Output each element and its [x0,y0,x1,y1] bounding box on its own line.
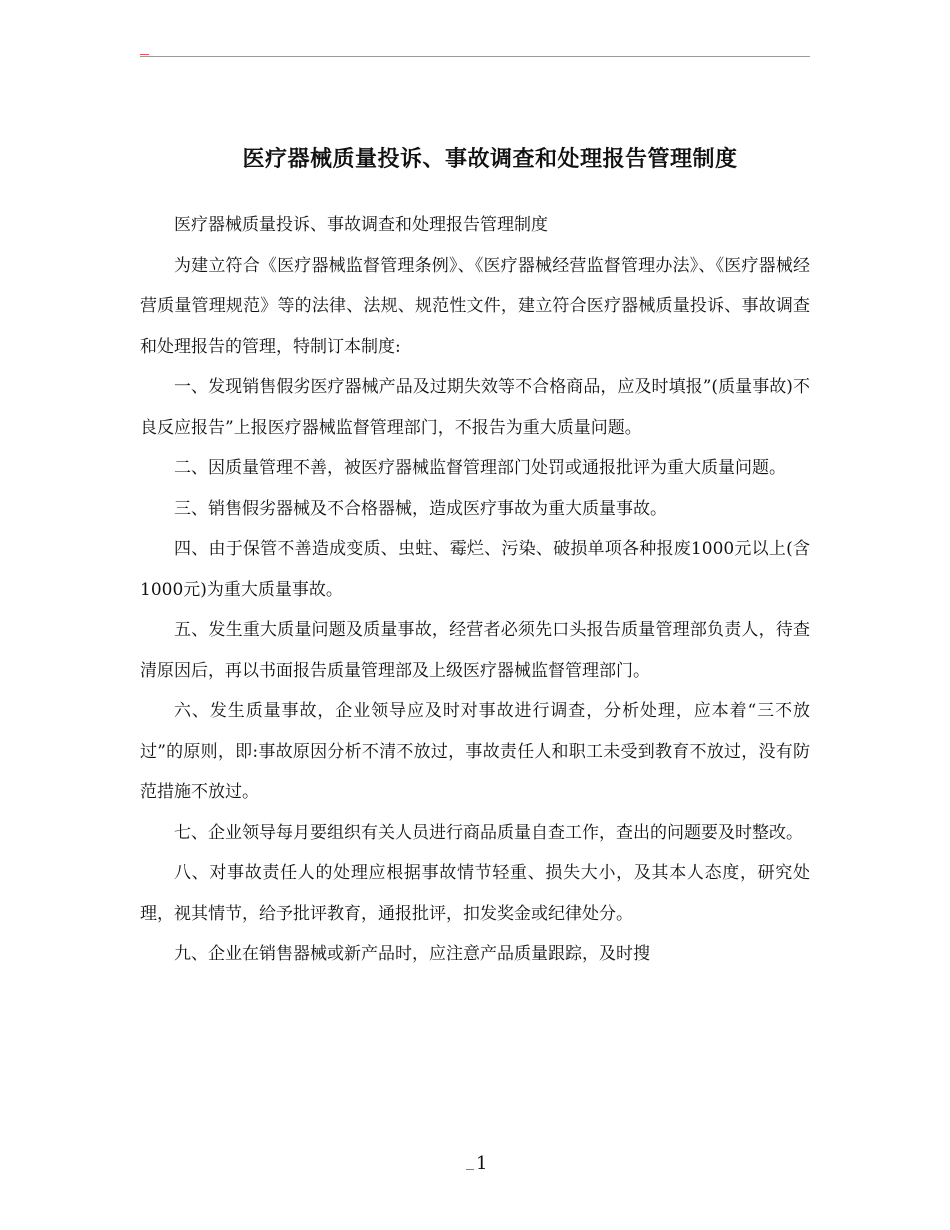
paragraph-item-5: 五、发生重大质量问题及质量事故，经营者必须先口头报告质量管理部负责人，待查清原因后，再以书面报告质量管理部及上级医疗器械监督管理部门。 [140,620,810,681]
paragraph-item-1: 一、发现销售假劣医疗器械产品及过期失效等不合格商品，应及时填报”(质量事故)不良反应报告”上报医疗器械监督管理部门，不报告为重大质量问题。 [140,377,810,438]
paragraph-intro: 为建立符合《医疗器械监督管理条例》、《医疗器械经营监督管理办法》、《医疗器械经营质量管理规范》等的法律、法规、规范性文件，建立符合医疗器械质量投诉、事故调查和处理报告的管理，特制订本制度: [140,255,810,357]
paragraph-item-8: 八、对事故责任人的处理应根据事故情节轻重、损失大小，及其本人态度，研究处理，视其情节，给予批评教育，通报批评，扣发奖金或纪律处分。 [140,863,810,924]
paragraph-item-9: 九、企业在销售器械或新产品时，应注意产品质量跟踪，及时搜 [174,944,650,964]
paragraph-item-6: 六、发生质量事故，企业领导应及时对事故进行调查，分析处理，应本着“三不放过”的原则，即:事故原因分析不清不放过，事故责任人和职工未受到教育不放过，没有防范措施不放过。 [140,701,810,802]
page-footer [463,1150,503,1180]
header-mark [140,54,149,55]
footer-mark [466,1169,474,1170]
paragraph-item-2: 二、因质量管理不善，被医疗器械监督管理部门处罚或通报批评为重大质量问题。 [174,458,786,478]
header-rule [140,56,810,57]
paragraph-subtitle: 医疗器械质量投诉、事故调查和处理报告管理制度 [174,215,548,235]
paragraph-item-3: 三、销售假劣器械及不合格器械，造成医疗事故为重大质量事故。 [174,498,667,519]
document-body [140,205,810,975]
document-title: 医疗器械质量投诉、事故调查和处理报告管理制度 [242,146,738,172]
page-number: 1 [476,1153,488,1174]
paragraph-item-7: 七、企业领导每月要组织有关人员进行商品质量自查工作，查出的问题要及时整改。 [174,822,803,843]
paragraph-item-4: 四、由于保管不善造成变质、虫蛀、霉烂、污染、破损单项各种报废1000元以上(含1000元)为重大质量事故。 [140,539,810,600]
